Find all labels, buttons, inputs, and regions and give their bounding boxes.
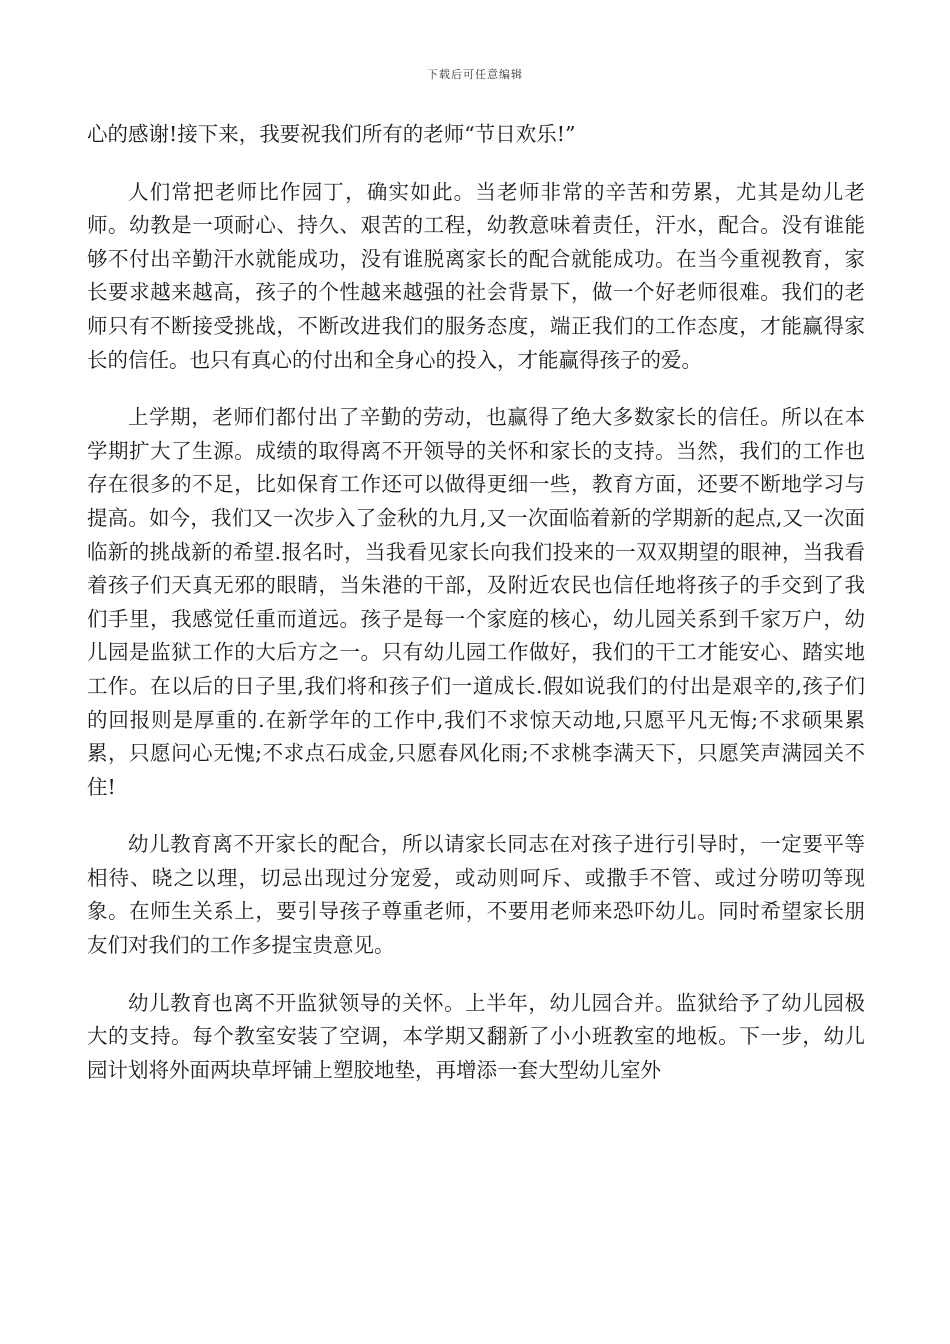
paragraph-leadership-support: 幼儿教育也离不开监狱领导的关怀。上半年，幼儿园合并。监狱给予了幼儿园极大的支持。每个教室安装了空调，本学期又翻新了小小班教室的地板。下一步，幼儿园计划将外面两块草坪铺上塑胶地垫，再增添一套大型幼儿室外 bbox=[87, 990, 865, 1082]
page-header: 下载后可任意编辑 bbox=[427, 68, 523, 81]
paragraph-last-semester: 上学期，老师们都付出了辛勤的劳动，也赢得了绝大多数家长的信任。所以在本学期扩大了生源。成绩的取得离不开领导的关怀和家长的支持。当然，我们的工作也存在很多的不足，比如保育工作还可以做得更细一些，教育方面，还要不断地学习与提高。如今，我们又一次步入了金秋的九月,又一次面临着新的学期新的起点,又一次面临新的挑战新的希望.报名时，当我看见家长向我们投来的一双双期望的眼神，当我看着孩子们天真无邪的眼睛，当朱港的干部，及附近农民也信任地将孩子的手交到了我们手里，我感觉任重而道远。孩子是每一个家庭的核心，幼儿园关系到千家万户，幼儿园是监狱工作的大后方之一。只有幼儿园工作做好，我们的干工才能安心、踏实地工作。在以后的日子里,我们将和孩子们一道成长.假如说我们的付出是艰辛的,孩子们的回报则是厚重的.在新学年的工作中,我们不求惊天动地,只愿平凡无悔;不求硕果累累，只愿问心无愧;不求点石成金,只愿春风化雨;不求桃李满天下，只愿笑声满园关不住! bbox=[87, 405, 865, 799]
paragraph-teachers-as-gardeners: 人们常把老师比作园丁，确实如此。当老师非常的辛苦和劳累，尤其是幼儿老师。幼教是一项耐心、持久、艰苦的工程，幼教意味着责任，汗水，配合。没有谁能够不付出辛勤汗水就能成功，没有谁脱离家长的配合就能成功。在当今重视教育，家长要求越来越高，孩子的个性越来越强的社会背景下，做一个好老师很难。我们的老师只有不断接受挑战，不断改进我们的服务态度，端正我们的工作态度，才能赢得家长的信任。也只有真心的付出和全身心的投入，才能赢得孩子的爱。 bbox=[87, 179, 865, 372]
paragraph-continuation: 心的感谢!接下来，我要祝我们所有的老师“节日欢乐!” bbox=[87, 122, 576, 146]
paragraph-parent-cooperation: 幼儿教育离不开家长的配合，所以请家长同志在对孩子进行引导时，一定要平等相待、晓之以理，切忌出现过分宠爱，或动则呵斥、或撒手不管、或过分唠叨等现象。在师生关系上，要引导孩子尊重老师，不要用老师来恐吓幼儿。同时希望家长朋友们对我们的工作多提宝贵意见。 bbox=[87, 832, 865, 958]
document-body bbox=[87, 118, 865, 1111]
